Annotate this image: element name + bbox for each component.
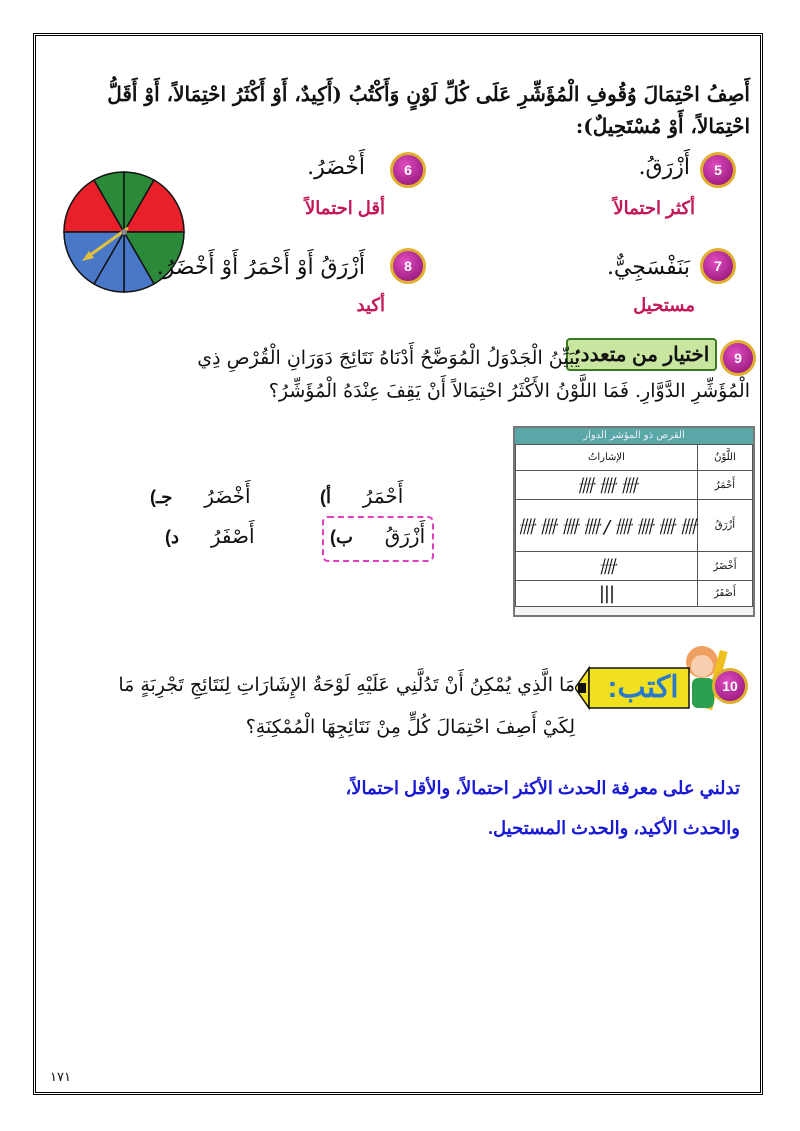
option-d-letter: د) bbox=[165, 527, 180, 547]
table-row-tally: 卌 卌 卌 bbox=[516, 471, 698, 500]
question-10-line-1: مَا الَّذِي يُمْكِنُ أَنْ تَدُلَّنِي عَلَيْهِ لَوْحَةُ الإِشَارَاتِ لِنَتَائِجِ تَجْرِبَةٍ مَا bbox=[118, 674, 575, 696]
question-9-line-2: الْمُؤَشِّرِ الدَّوَّارِ. فَمَا اللَّوْنُ الأَكْثَرُ احْتِمَالاً أَنْ يَقِفَ عِنْدَهُ الْمُؤَشِّرُ؟ bbox=[268, 380, 750, 402]
question-number-5: 5 bbox=[700, 152, 736, 188]
option-c-letter: جـ) bbox=[150, 487, 173, 507]
write-badge bbox=[575, 662, 693, 718]
table-row-tally: 卌 bbox=[516, 552, 698, 581]
question-number-9: 9 bbox=[720, 340, 756, 376]
option-c[interactable] bbox=[150, 484, 251, 508]
multiple-choice-label: اختيار من متعدد: bbox=[566, 338, 717, 371]
table-row-color: أَخْضَرُ bbox=[697, 552, 752, 581]
option-b-letter: ب) bbox=[330, 527, 353, 547]
question-9-line-1: يُبَيِّنُ الْجَدْوَلُ الْمُوَضَّحُ أَدْنَاهُ نَتَائِجَ دَوَرَانِ الْقُرْصِ ذِي bbox=[197, 347, 580, 369]
question-number-6: 6 bbox=[390, 152, 426, 188]
question-8-answer: أكيد bbox=[356, 295, 385, 315]
table-header-color: اللَّوْنُ bbox=[697, 445, 752, 471]
question-number-8: 8 bbox=[390, 248, 426, 284]
question-10-text bbox=[55, 664, 575, 748]
table-row-color: أَزْرَقُ bbox=[697, 500, 752, 552]
option-a[interactable] bbox=[320, 484, 403, 508]
page-number: ١٧١ bbox=[50, 1070, 71, 1085]
option-a-letter: أ) bbox=[320, 487, 331, 507]
question-7-text: بَنَفْسَجِيٌّ. bbox=[606, 255, 690, 280]
option-d-text: أَصْفَرُ bbox=[210, 524, 255, 548]
question-6-answer: أقل احتمالاً bbox=[305, 198, 385, 218]
tally-table-title: القرص ذو المؤشر الدوار bbox=[515, 428, 753, 444]
tally-table bbox=[513, 426, 755, 617]
option-a-text: أَحْمَرُ bbox=[362, 484, 404, 508]
write-badge-label: اكتب: bbox=[607, 671, 679, 704]
option-d[interactable] bbox=[165, 524, 255, 548]
question-6-text: أَخْضَرُ. bbox=[307, 155, 365, 180]
question-5-text: أَزْرَقُ. bbox=[638, 155, 690, 180]
question-7-answer: مستحيل bbox=[633, 295, 695, 315]
instructions-text: أَصِفُ احْتِمَالَ وُقُوفِ الْمُؤَشِّرِ عَلَى كُلِّ لَوْنٍ وَأَكْتُبُ (أَكِيدٌ، أَوْ أَكْثَرُ احْتِمَالاً، أَوْ أَقَلُّ احْتِمَالاً، أَوْ مُسْتَحِيلٌ): bbox=[107, 82, 750, 138]
option-c-text: أَخْضَرُ bbox=[204, 484, 251, 508]
table-row-tally: ||| bbox=[516, 581, 698, 607]
option-b-text: أَزْرَقُ bbox=[384, 524, 426, 548]
table-row-tally: 卌 卌 卌 卌 / 卌 卌 卌 卌 bbox=[516, 500, 698, 552]
table-row-color: أَصْفَرُ bbox=[697, 581, 752, 607]
question-10-line-2: لِكَيْ أَصِفَ احْتِمَالَ كُلٍّ مِنْ نَتَائِجِهَا الْمُمْكِنَةِ؟ bbox=[245, 716, 575, 738]
question-8-text: أَزْرَقُ أَوْ أَحْمَرُ أَوْ أَخْضَرُ. bbox=[156, 255, 365, 280]
table-row-color: أَحْمَرُ bbox=[697, 471, 752, 500]
question-number-10: 10 bbox=[712, 668, 748, 704]
question-5-answer: أكثر احتمالاً bbox=[613, 198, 695, 218]
answer-10-line-1: تدلني على معرفة الحدث الأكثر احتمالاً، والأقل احتمالاً، bbox=[345, 778, 740, 798]
answer-10-line-2: والحدث الأكيد، والحدث المستحيل. bbox=[488, 818, 740, 838]
table-header-marks: الإشاراتُ bbox=[516, 445, 698, 471]
question-number-7: 7 bbox=[700, 248, 736, 284]
option-b[interactable] bbox=[330, 524, 425, 548]
